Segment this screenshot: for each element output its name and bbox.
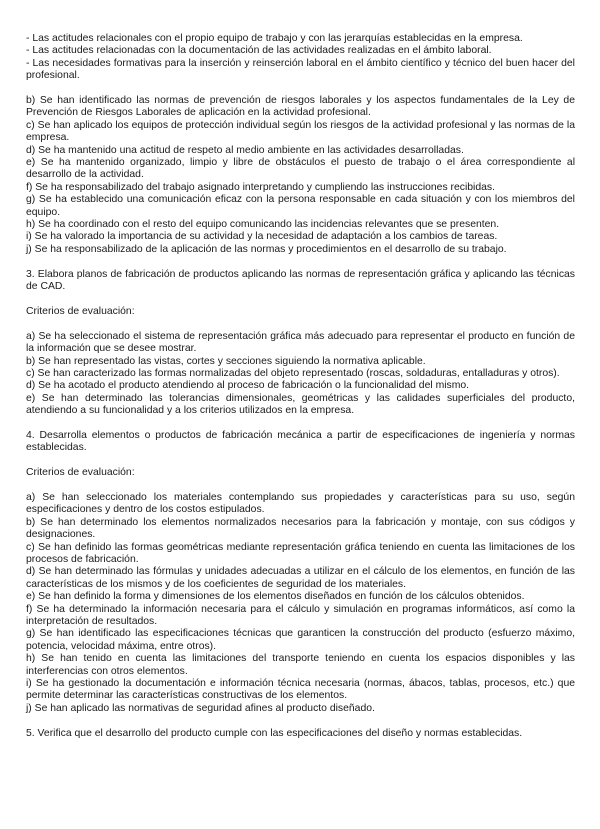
list-item: g) Se han identificado las especificaciones técnicas que garanticen la construcción del producto (esfuerzo máximo, potencia, velocidad máxima, entre otros). — [26, 628, 575, 652]
section-3-criteria-label: Criterios de evaluación: — [26, 305, 135, 317]
list-item: h) Se han tenido en cuenta las limitaciones del transporte teniendo en cuenta los espacios disponibles y las interferencias con otros elementos. — [26, 653, 575, 677]
list-item: - Las actitudes relacionales con el propio equipo de trabajo y con las jerarquías establecidas en la empresa. — [26, 33, 523, 44]
list-item: d) Se ha mantenido una actitud de respeto al medio ambiente en las actividades desarrolladas. — [26, 144, 464, 156]
list-item: b) Se han identificado las normas de prevención de riesgos laborales y los aspectos fundamentales de la Ley de Prevención de Riesgos Laborales de aplicación en la actividad profesional. — [26, 95, 575, 119]
section-4-criteria-label: Criterios de evaluación: — [26, 467, 135, 479]
document-page — [26, 33, 575, 740]
list-item: e) Se han determinado las tolerancias dimensionales, geométricas y las calidades superficiales del producto, atendiendo a su funcionalidad y a los criterios utilizados en la empresa. — [26, 392, 575, 417]
list-item: d) Se ha acotado el producto atendiendo al proceso de fabricación o la funcionalidad del mismo. — [26, 380, 470, 392]
list-item: e) Se ha mantenido organizado, limpio y libre de obstáculos el puesto de trabajo o el área correspondiente al desarrollo de la actividad. — [26, 157, 575, 181]
section-3-criteria-list — [26, 331, 575, 418]
list-item: i) Se ha gestionado la documentación e información técnica necesaria (normas, ábacos, tablas, procesos, etc.) que permite determinar las características constructivas de los elementos. — [26, 678, 575, 702]
list-item: f) Se ha responsabilizado del trabajo asignado interpretando y cumpliendo las instrucciones recibidas. — [26, 181, 496, 193]
list-item: d) Se han determinado las fórmulas y unidades adecuadas a utilizar en el cálculo de los elementos, en función de las características de los mismos y de los coeficientes de seguridad de los materiales. — [26, 566, 575, 590]
list-item: b) Se han determinado los elementos normalizados necesarios para la fabricación y montaje, con sus códigos y designaciones. — [26, 516, 575, 541]
list-item: - Las necesidades formativas para la inserción y reinserción laboral en el ámbito científico y técnico del buen hacer del profesional. — [26, 57, 575, 82]
criteria-list — [26, 95, 575, 256]
list-item: a) Se han seleccionado los materiales contemplando sus propiedades y características para su uso, según especificaciones y dentro de los costos estipulados. — [26, 491, 575, 516]
list-item: e) Se han definido la forma y dimensiones de los elementos diseñados en función de los cálculos obtenidos. — [26, 591, 525, 603]
list-item: a) Se ha seleccionado el sistema de representación gráfica más adecuado para representar el producto en función de la información que se desee mostrar. — [26, 330, 575, 355]
section-4-criteria-list — [26, 492, 575, 715]
list-item: b) Se han representado las vistas, cortes y secciones siguiendo la normativa aplicable. — [26, 355, 426, 367]
list-item: - Las actitudes relacionadas con la documentación de las actividades realizadas en el ámbito laboral. — [26, 45, 492, 57]
list-item: h) Se ha coordinado con el resto del equipo comunicando las incidencias relevantes que se presenten. — [26, 219, 500, 231]
list-item: i) Se ha valorado la importancia de su actividad y la necesidad de adaptación a los cambios de tareas. — [26, 231, 498, 243]
list-item: g) Se ha establecido una comunicación eficaz con la persona responsable en cada situación y con los miembros del equipo. — [26, 194, 575, 218]
section-5-heading: 5. Verifica que el desarrollo del producto cumple con las especificaciones del diseño y normas establecidas. — [26, 727, 523, 739]
list-item: j) Se han aplicado las normativas de seguridad afines al producto diseñado. — [26, 702, 375, 714]
list-item: c) Se han caracterizado las formas normalizadas del objeto representado (roscas, soldaduras, entalladuras y otros). — [26, 367, 560, 379]
list-item: j) Se ha responsabilizado de la aplicación de las normas y procedimientos en el desarrollo de su trabajo. — [26, 243, 507, 255]
intro-list — [26, 33, 575, 83]
list-item: c) Se han aplicado los equipos de protección individual según los riesgos de la actividad profesional y las normas de la empresa. — [26, 119, 575, 144]
list-item: f) Se ha determinado la información necesaria para el cálculo y simulación en programas informáticos, así como la interpretación de resultados. — [26, 603, 575, 627]
list-item: c) Se han definido las formas geométricas mediante representación gráfica teniendo en cuenta las limitaciones de los procesos de fabricación. — [26, 541, 575, 565]
section-3-heading: 3. Elabora planos de fabricación de productos aplicando las normas de representación gráfica y aplicando las técnicas de CAD. — [26, 268, 575, 293]
section-4-heading: 4. Desarrolla elementos o productos de fabricación mecánica a partir de especificaciones de ingeniería y normas establecidas. — [26, 429, 575, 454]
